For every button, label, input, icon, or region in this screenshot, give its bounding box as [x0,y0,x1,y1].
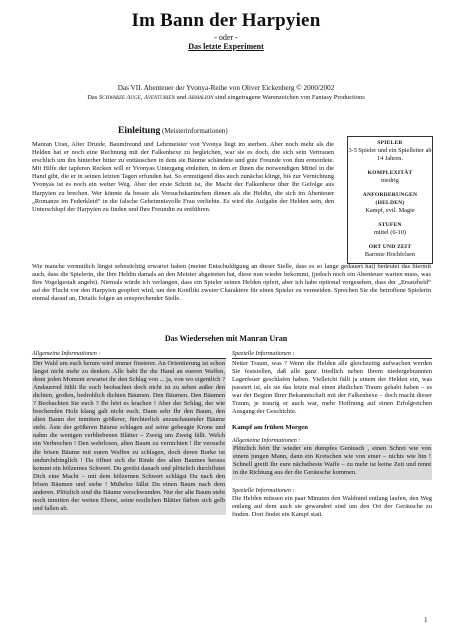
intro-heading-title: Einleitung [118,126,161,136]
trademark-sep-1: , [140,94,144,101]
trademark-tail: sind eingetragene Warenzeichen von Fantasy Productions [213,94,365,101]
document-title: Im Bann der Harpyien [131,10,321,31]
trademark-text-1: Das [87,94,99,101]
adventure-info-box [347,136,433,264]
requirements-value: Kampf, evtl. Magie [365,207,415,214]
intro-paragraph-2: Wie manche vermutlich längst sehnsüchtig erwartet haben (meine Entschuldigung an dieser Stelle, dass es so lange gedauert hat) bedeutet das hiermit auch, dass die Spielerin, die Ihre Heldin damals an den Meister abgetreten hat, diese nun wieder bekommt, (jedoch noch ein Abenteuer warten muss, was Ihre Vogelgestalt angeht). Niemals würde ich verlangen, dass ein Spieler seinen Helden opfert, aber ich habe optional vorgesehen, dass der „Ersatzheld“ auf der Flucht vor den Harpyien geopfert wird, um den Konflikt zweier Charaktere für einen Spieler zu vermeiden. Sprechen Sie die betroffene Spielerin einmal darauf an, Details folgen an entsprechender Stelle. [32,263,431,303]
place-value: Baronie Hochfelsen [364,251,416,258]
special-info-text: Netter Traum, was ? Wenn die Helden alle gleichzeitig aufwachen werden Sie feststellen, daß alle ganz friedlich neben Ihrem niedergebrannten Lagerfeuer geschlafen haben. Vielleicht fällt ja einem der Helden ein, was passiert ist, als sie das letzte mal einen ähnlichen Traum gehabt haben – es war der Beginn Ihrer Bekanntschaft mit der Falkenhexe – doch macht dieser Traum, je traurig er auch war, mehr Hoffnung auf einen Erfolgreichen Ausgang der Geschichte. [232,359,432,416]
left-column [32,350,226,515]
subsection-heading: Kampf am frühen Morgen [232,424,308,432]
general-info-text-2: Plötzlich hört Ihr wieder ein dumpfes Geräusch , einen Schrei wie von einem jungen Mann, dann ein Kreischen wie von einer – nichts wie hin ! Schnell greift Ihr eure nächstbeste Waffe – zu mehr ist keine Zeit und rennt in die Richtung aus der die Geräusche kommen. [232,444,432,479]
general-info-label: Allgemeine Informationen : [32,350,226,359]
right-column [232,350,432,520]
levels-label: STUFEN [378,222,402,228]
page-number: 1 [424,616,428,624]
section-heading: Das Wiedersehen mit Manran Uran [164,334,288,343]
players-value: 3-5 Spieler und ein Spielleiter ab 14 Jahren. [348,147,432,162]
players-label: SPIELER [377,140,403,146]
trademark-notice [0,94,452,101]
document-subtitle: Das letzte Experiment [188,42,264,51]
author-credit: Das VII. Abenteuer der Yvonya-Reihe von Oliver Eickenberg © 2000/2002 [117,84,335,92]
complexity-label: KOMPLEXITÄT [367,170,413,176]
general-info-label-2: Allgemeine Informationen : [232,437,301,445]
intro-heading [118,126,228,136]
special-info-text-2: Die Helden müssen ein paar Minuten den Waldrand entlang laufen, den Weg entlang auf dem auch sie gewandert sind um den Ort der Geräusche zu finden. Dort findet ein Kampf statt. [232,494,432,518]
trademark-armalion: Armalion [187,94,214,101]
intro-paragraph-1: Manran Uran, Alter Druide, Baumfreund und Lehrmeister von Yvonya liegt im sterben. Aber noch mehr als die Helden hat er noch eine Rechnung mit der Falkenhexe zu begleichen, war sie es doch, die sich sein Vertrauen erschlich um ihn hinterher bitter zu enttäuschen in dem sie Bäume schändete und gute Freunde von ihm ermordete. Mit Hilfe der tapferen Recken will er Yvonyas Untergang einleiten, in dem er Ihnen die notwendigen Mittel in die Hand gibt, die er in seinen letzten Tagen erfunden hat. So ermutigend dies auch zunächst klingt, bis zur Vernichtung Yvonyas ist es noch ein weiter Weg. Aber der erste Schritt ist, die Macht der Falkenhexe über Ihr Gefolge aus Harpyien zu brechen. Wer könnte da besser als Versuchskaninchen dienen als die Heldin, die sich im Abenteuer „Romanze im Federkleid“ in die falsche Geheimnisvolle Frau verliebte. Es wird die Aufgabe der Helden sein, den Unterschlupf der Harpyien zu finden und Ihre Freundin zu entführen. [32,141,334,213]
trademark-aventurien: Aventurien [143,94,175,101]
subtitle-separator: - oder - [214,33,238,42]
complexity-value: niedrig [381,177,399,184]
general-info-text: Der Wald um euch herum wird immer finsterer. An Orientierung ist schon längst nicht mehr zu denken. Alle habt Ihr die Hand an eueren Waffen, denn jeden Moment erwartet ihr den Schlag von ... ja, von wo eigentlich ? Andauernd fühlt Ihr euch beobachtet doch nicht ist zu sehen außer den dichten, großen, bedrohlich dichten Bäumen. Den Bäumen. Den Bäumen ? Beobachten Sie euch ? Ihr hört es krachen ! Aber der Schlag, der wie brechenden Holz klang galt nicht euch. Dann sehr Ihr den Baum, den alten Baum der inmitten größerer, fürchterlich anzuschauender Bäume steht. Äste der größeren Bäume schlagen auf seine gebeugte Krone und nahm die wenigen verbliebenen Blätter – Zweig um Zweig fällt. Welch ein Verbrechen ! Den wehrlosen, alten Baum zu vernichten ! Ihr versucht die bösen Bäume mit euren Waffen zu schlagen, doch deren Borke ist undurchdringlich ! Da öffnet sich die Rinde des alten Baumes heraus kommt ein hölzernes Schwert. Du greifst danach und plötzlich durchflutet Dich eine Macht – mit dem hölzernen Schwert schlägst Du nach den bösen Bäumen und siehe ! Mühelos fällst Du einen Baum nach dem anderen. Plötzlich sind die Bäume verschwunden. Nur der alte Baum steht noch inmitten der weiten Ebene, seine restlichen Blätter färben sich gelb und fallen ab. [32,359,226,516]
intro-text [32,141,334,221]
trademark-sa: Schwarze Auge [98,94,141,101]
trademark-sep-2: und [174,94,188,101]
intro-heading-note: (Meisterinformationen) [160,127,228,135]
place-label: ORT UND ZEIT [368,244,412,250]
special-info-label-2: Spezielle Informationen : [232,486,295,494]
levels-value: mittel (6-10) [373,229,406,236]
special-info-label: Spezielle Informationen : [232,350,432,359]
requirements-label: ANFORDERUNGEN (HELDEN) [362,192,418,206]
